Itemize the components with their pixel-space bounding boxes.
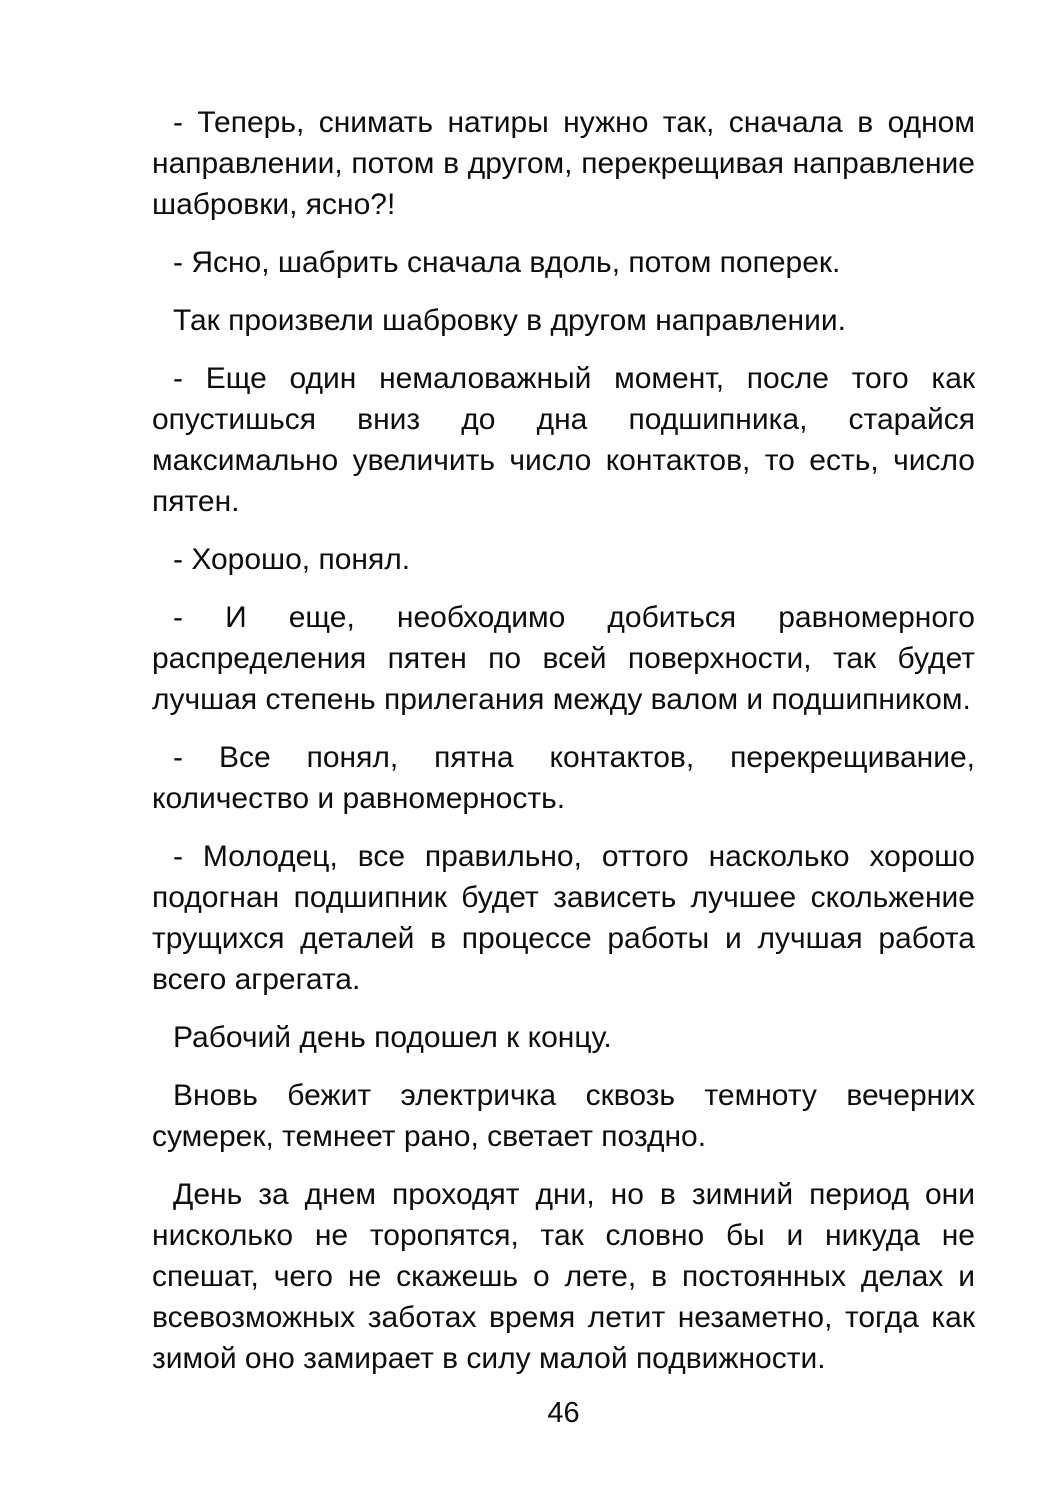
paragraph: Рабочий день подошел к концу.: [173, 1021, 612, 1054]
paragraph: - Все понял, пятна контактов, перекрещивание, количество и равномерность.: [152, 741, 975, 815]
paragraph: Так произвели шабровку в другом направлении.: [173, 304, 846, 337]
page-text-block: [152, 102, 975, 1379]
page-number: 46: [547, 1397, 580, 1429]
paragraph: - Еще один немаловажный момент, после того как опустишься вниз до дна подшипника, старайся максимально увеличить число контактов, то есть, число пятен.: [152, 362, 975, 518]
paragraph: - Ясно, шабрить сначала вдоль, потом поперек.: [173, 246, 841, 279]
paragraph: День за днем проходят дни, но в зимний период они нисколько не торопятся, так словно бы и никуда не спешат, чего не скажешь о лете, в постоянных делах и всевозможных заботах время летит незаметно, тогда как зимой оно замирает в силу малой подвижности.: [152, 1178, 975, 1375]
paragraph: - Теперь, снимать натиры нужно так, сначала в одном направлении, потом в другом, перекрещивая направление шабровки, ясно?!: [152, 106, 975, 221]
paragraph: Вновь бежит электричка сквозь темноту вечерних сумерек, темнеет рано, светает поздно.: [152, 1079, 975, 1153]
paragraph: - И еще, необходимо добиться равномерного распределения пятен по всей поверхности, так будет лучшая степень прилегания между валом и подшипником.: [152, 601, 975, 716]
paragraph: - Хорошо, понял.: [173, 543, 411, 576]
paragraph: - Молодец, все правильно, оттого насколько хорошо подогнан подшипник будет зависеть лучшее скольжение трущихся деталей в процессе работы и лучшая работа всего агрегата.: [152, 840, 975, 996]
